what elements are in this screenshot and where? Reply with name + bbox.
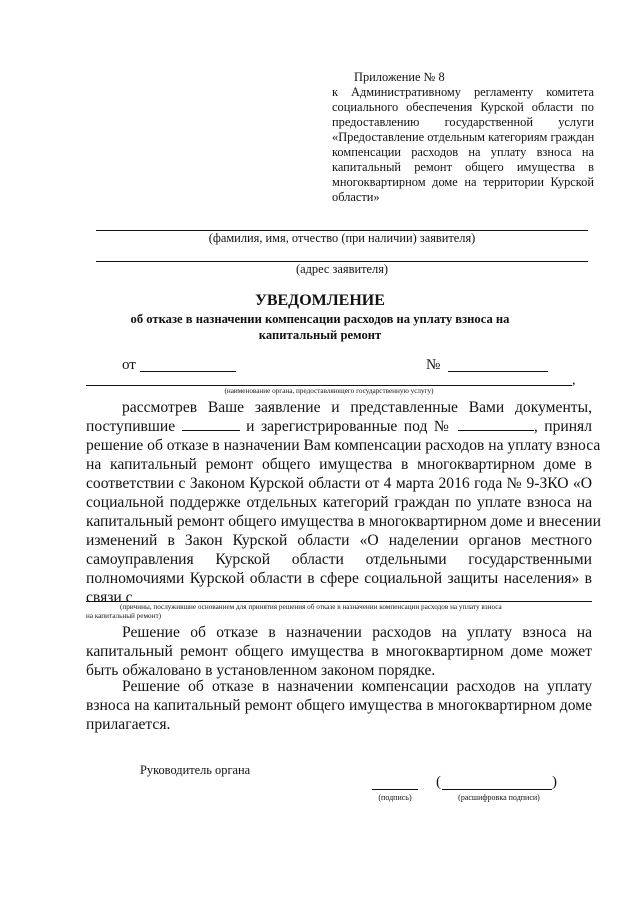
authority-caption: (наименование органа, предоставляющего государственную услугу) [224, 387, 434, 395]
notice-subtitle: об отказе в назначении компенсации расходов на уплату взноса на [130, 312, 510, 326]
appendix-line: к Административному регламенту комитета [332, 85, 594, 99]
body-line: связи с [86, 588, 592, 607]
attached-paragraph [86, 677, 592, 734]
body-line: соответствии с Законом Курской области от 4 марта 2016 года № 9-ЗКО «О [86, 475, 592, 492]
appeal-line: капитальный ремонт общего имущества в многоквартирном доме может [86, 643, 592, 660]
signature-decode-field[interactable] [442, 789, 552, 790]
body-line: рассмотрев Ваше заявление и представленные Вами документы, [122, 399, 592, 416]
signature-decode-caption: (расшифровка подписи) [458, 793, 540, 802]
body-line: полномочиями Курской области в сфере социальной защиты населения» в [86, 570, 592, 587]
close-paren: ) [552, 774, 557, 790]
appendix-number: Приложение № 8 [354, 70, 445, 84]
notice-subtitle: капитальный ремонт [258, 328, 382, 342]
notice-title: УВЕДОМЛЕНИЕ [255, 292, 385, 309]
authority-comma: , [572, 373, 576, 388]
reason-field-continuation[interactable] [86, 601, 592, 602]
appendix-block [332, 70, 594, 205]
appendix-line: капитальный ремонт общего имущества в [332, 160, 594, 174]
attached-line: взноса на капитальный ремонт общего имущества в многоквартирном доме [86, 697, 592, 714]
authority-field[interactable] [86, 385, 572, 386]
reasons-caption: (причины, послужившие основанием для принятия решения об отказе в назначении компенсации расходов на уплату взноса [120, 603, 502, 611]
reason-field[interactable] [136, 588, 576, 602]
attached-line: Решение об отказе в назначении компенсации расходов на уплату [122, 678, 592, 695]
body-line: изменений в Закон Курской области «О наделении органов местного [86, 532, 592, 549]
open-paren: ( [436, 774, 441, 790]
date-prefix: от [122, 357, 136, 373]
body-text [86, 398, 601, 607]
appeal-line: Решение об отказе в назначении расходов на уплату взноса на [122, 624, 592, 641]
number-prefix: № [426, 357, 441, 373]
applicant-address-caption: (адрес заявителя) [295, 262, 389, 276]
head-of-authority-label: Руководитель органа [140, 763, 251, 777]
attached-line: прилагается. [86, 716, 171, 733]
signature-field[interactable] [372, 789, 418, 790]
received-date-field[interactable] [182, 417, 240, 431]
appendix-line: многоквартирном доме на территории Курской [332, 175, 594, 189]
appendix-line: «Предоставление отдельным категориям граждан [332, 130, 595, 144]
appendix-line-last: области» [332, 190, 380, 204]
body-line: капитальный ремонт общего имущества в многоквартирном доме и внесении [86, 513, 601, 530]
reasons-caption: на капитальный ремонт) [86, 612, 161, 620]
body-line: на капитальный ремонт общего имущества в многоквартирном доме в [86, 456, 592, 473]
body-line: социальной поддержке отдельных категорий граждан по уплате взноса на [86, 494, 592, 511]
appendix-line: предоставлению государственной услуги [332, 115, 594, 129]
body-line: решение об отказе в назначении Вам компенсации расходов на уплату взноса [86, 437, 601, 454]
registration-number-field[interactable] [458, 417, 534, 431]
number-field[interactable] [448, 371, 548, 372]
signature-caption: (подпись) [378, 793, 412, 802]
applicant-name-caption: (фамилия, имя, отчество (при наличии) заявителя) [208, 231, 476, 245]
appendix-line: компенсации расходов на уплату взноса на [332, 145, 594, 159]
body-line: самоуправления Курской области отдельными государственными [86, 551, 592, 568]
body-line: поступившие и зарегистрированные под № , принял [86, 418, 593, 435]
appendix-line: социального обеспечения Курской области по [332, 100, 594, 114]
date-field[interactable] [140, 371, 236, 372]
appeal-paragraph [86, 623, 592, 680]
appeal-line: быть обжаловано в установленном законом порядке. [86, 662, 436, 679]
